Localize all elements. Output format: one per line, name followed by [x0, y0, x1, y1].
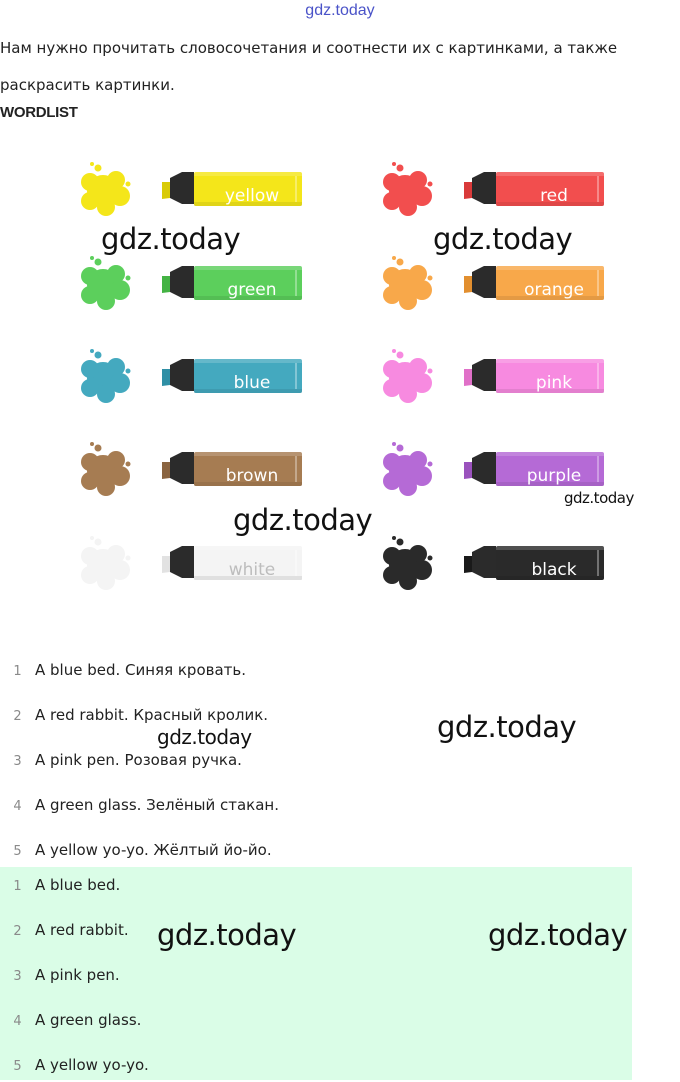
list-number: 2 — [13, 924, 22, 939]
list-text: A pink pen. — [35, 966, 120, 984]
watermark: gdz.today — [157, 725, 252, 749]
list-item — [0, 838, 272, 862]
list-number: 1 — [13, 664, 22, 679]
list-number: 4 — [13, 1014, 22, 1029]
paint-splat-icon — [81, 162, 131, 216]
wordlist-label: green — [227, 280, 277, 300]
list-text: A pink pen. Розовая ручка. — [35, 751, 242, 769]
list-number: 4 — [13, 799, 22, 814]
list-item — [0, 1008, 141, 1032]
list-number: 3 — [13, 754, 22, 769]
wordlist-label: brown — [225, 466, 279, 486]
list-text: A yellow yo-yo. — [35, 1056, 149, 1074]
list-text: A green glass. — [35, 1011, 142, 1029]
wordlist-label: purple — [526, 466, 582, 486]
wordlist-item-brown — [70, 438, 310, 498]
wordlist-label: white — [228, 560, 276, 580]
watermark: gdz.today — [437, 710, 577, 744]
paint-splat-icon — [81, 256, 131, 310]
paint-splat-icon — [383, 349, 433, 403]
watermark: gdz.today — [233, 503, 373, 537]
list-number: 1 — [13, 879, 22, 894]
wordlist-item-yellow — [70, 158, 310, 218]
wordlist-label: orange — [524, 280, 584, 300]
wordlist-item-white — [70, 532, 310, 592]
list-item — [0, 658, 246, 682]
list-item — [0, 918, 129, 942]
paint-splat-icon — [383, 442, 433, 496]
list-item — [0, 748, 242, 772]
wordlist-label: red — [540, 186, 568, 206]
paint-splat-icon — [383, 536, 433, 590]
list-item — [0, 963, 120, 987]
intro-text: Нам нужно прочитать словосочетания и соотнести их с картинками, а также раскрасить картинки. — [0, 39, 618, 94]
list-text: A blue bed. Синяя кровать. — [35, 661, 247, 679]
translations-list — [0, 655, 632, 865]
wordlist-title: WORDLIST — [0, 104, 78, 121]
paint-splat-icon — [81, 349, 131, 403]
list-text: A blue bed. — [35, 876, 121, 894]
watermark: gdz.today — [101, 222, 241, 256]
paint-splat-icon — [81, 442, 131, 496]
watermark: gdz.today — [433, 222, 573, 256]
wordlist-item-red — [372, 158, 612, 218]
list-item — [0, 1053, 149, 1077]
wordlist-item-orange — [372, 252, 612, 312]
wordlist-label: black — [531, 560, 577, 580]
paint-splat-icon — [383, 162, 433, 216]
list-number: 5 — [13, 1059, 22, 1074]
wordlist-item-black — [372, 532, 612, 592]
list-text: A red rabbit. Красный кролик. — [35, 706, 269, 724]
wordlist-label: pink — [535, 373, 573, 393]
list-number: 3 — [13, 969, 22, 984]
paint-splat-icon — [81, 536, 131, 590]
list-number: 5 — [13, 844, 22, 859]
header-watermark: gdz.today — [305, 2, 375, 19]
watermark: gdz.today — [488, 918, 628, 952]
list-number: 2 — [13, 709, 22, 724]
answers-list — [0, 867, 632, 1080]
list-text: A red rabbit. — [35, 921, 129, 939]
wordlist-label: blue — [233, 373, 271, 393]
watermark: gdz.today — [564, 489, 634, 507]
list-item — [0, 793, 279, 817]
list-item — [0, 873, 120, 897]
wordlist-item-green — [70, 252, 310, 312]
wordlist-label: yellow — [224, 186, 280, 206]
wordlist-item-blue — [70, 345, 310, 405]
watermark: gdz.today — [157, 918, 297, 952]
list-item — [0, 703, 268, 727]
wordlist-item-pink — [372, 345, 612, 405]
list-text: A yellow yo-yo. Жёлтый йо-йо. — [35, 841, 272, 859]
paint-splat-icon — [383, 256, 433, 310]
list-text: A green glass. Зелёный стакан. — [35, 796, 279, 814]
